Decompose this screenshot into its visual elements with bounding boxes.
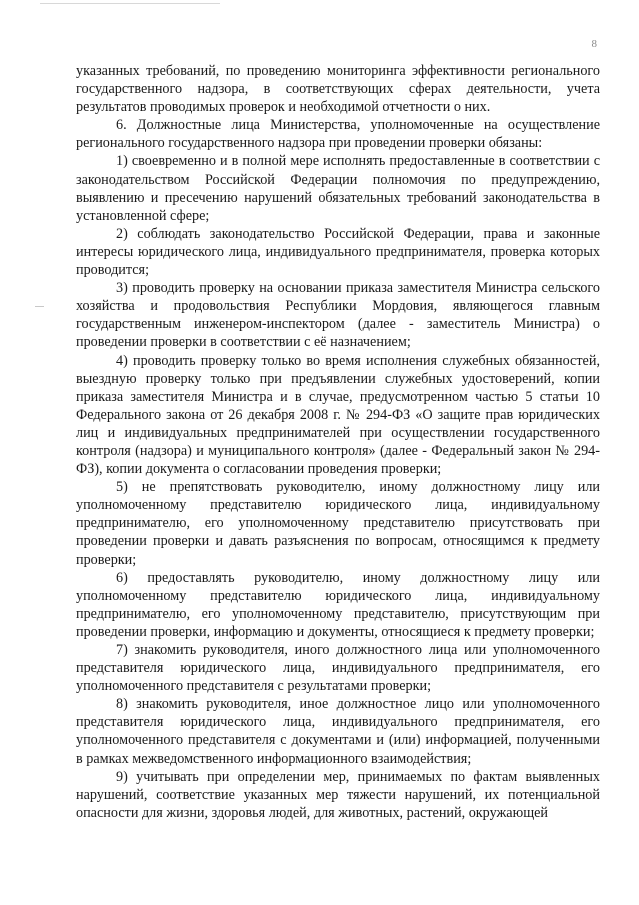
- document-body: [76, 62, 600, 822]
- paragraph-item-7: 7) знакомить руководителя, иного должностного лица или уполномоченного представителя юридического лица, индивидуального предпринимателя, его уполномоченного представителя с результатами проверки;: [76, 642, 600, 695]
- paragraph-item-6: 6) предоставлять руководителю, иному должностному лицу или уполномоченному представителю юридического лица, индивидуальному предпринимателю, его уполномоченному представителю, присутствующим при проведении проверки, информацию и документы, относящиеся к предмету проверки;: [76, 569, 600, 640]
- scan-artifact: [35, 306, 44, 307]
- paragraph-item-2: 2) соблюдать законодательство Российской Федерации, права и законные интересы юридического лица, индивидуального предпринимателя, проверка которых проводится;: [76, 225, 600, 279]
- paragraph-continuation: указанных требований, по проведению мониторинга эффективности регионального государственного надзора, в соответствующих сферах деятельности, учета результатов проводимых проверок и необходимой отчетности о них.: [76, 63, 600, 116]
- paragraph-item-8: 8) знакомить руководителя, иное должностное лицо или уполномоченного представителя юридического лица, индивидуального предпринимателя, его уполномоченного представителя с документами и (или) информацией, полученными в рамках межведомственного информационного взаимодействия;: [76, 696, 600, 767]
- paragraph-item-1: 1) своевременно и в полной мере исполнять предоставленные в соответствии с законодательством Российской Федерации полномочия по предупреждению, выявлению и пресечению нарушений обязательных требований законодательства в установленной сфере;: [76, 153, 600, 224]
- paragraph-item-5: 5) не препятствовать руководителю, иному должностному лицу или уполномоченному представителю юридического лица, индивидуальному предпринимателю, его уполномоченному представителю присутствовать при проведении проверки и давать разъяснения по вопросам, относящимся к предмету проверки;: [76, 479, 600, 568]
- scan-artifact: [40, 3, 220, 4]
- page-number: 8: [591, 38, 597, 50]
- paragraph-item-9: 9) учитывать при определении мер, принимаемых по фактам выявленных нарушений, соответствие указанных мер тяжести нарушений, их потенциальной опасности для жизни, здоровья людей, для животных, растений, окружающей: [76, 768, 600, 821]
- paragraph-clause-6: 6. Должностные лица Министерства, уполномоченные на осуществление регионального государственного надзора при проведении проверки обязаны:: [76, 117, 600, 152]
- paragraph-item-3: 3) проводить проверку на основании приказа заместителя Министра сельского хозяйства и продовольствия Республики Мордовия, являющегося главным государственным инженером-инспектором (далее - заместитель Министра) о проведении проверки в соответствии с её назначением;: [76, 280, 600, 351]
- paragraph-item-4: 4) проводить проверку только во время исполнения служебных обязанностей, выездную проверку только при предъявлении служебных удостоверений, копии приказа заместителя Министра и в случае, предусмотренном частью 5 статьи 10 Федерального закона от 26 декабря 2008 г. № 294-ФЗ «О защите прав юридических лиц и индивидуальных предпринимателей при осуществлении государственного контроля (надзора) и муниципального контроля» (далее - Федеральный закон № 294-ФЗ), копии документа о согласовании проведения проверки;: [76, 352, 600, 478]
